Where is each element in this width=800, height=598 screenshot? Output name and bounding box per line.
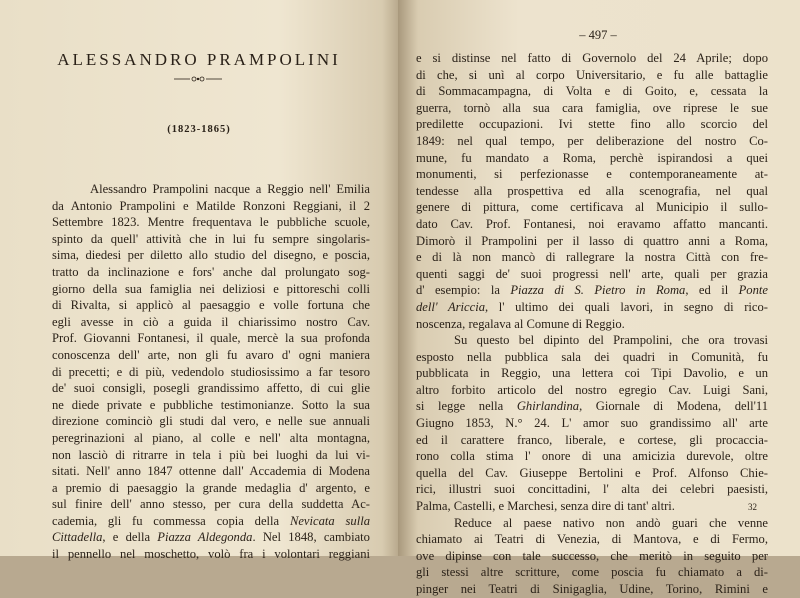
text-line: Giugno 1853, N.° 24. L' amor suo grandissimo all' arte	[416, 416, 768, 431]
text-line: e si distinse nel fatto di Governolo del 24 Aprile; dopo	[416, 51, 768, 65]
text-line: quella del Cav. Giuseppe Bertolini e Prof. Alfonso Chie-	[416, 465, 768, 480]
text-line: di precetti; e di più, vedendolo studiosissimo a far tesoro	[52, 364, 370, 379]
text-line: pinger nei Teatri di Sinigaglia, Udine, Torino, Rimini e	[416, 582, 768, 596]
text-line: rono colla stima l' onore di una amicizia durevole, oltre	[416, 449, 768, 464]
text-line: de' suoi consigli, posegli grandissimo affetto, di cui glie	[52, 381, 370, 396]
text-line: di Rivalta, si applicò al paesaggio e volle fortuna che	[52, 298, 370, 313]
left-body-text	[52, 181, 370, 563]
text-line: chiamato ai Teatri di Venezia, di Mantova, e di Fermo,	[416, 532, 768, 547]
text-line: dell' Ariccia, l' ultimo dei quali lavori, in segno di rico-	[416, 299, 768, 314]
text-line: tratto da inclinazione e fors' anche dal prolungato sog-	[52, 264, 370, 279]
life-dates: (1823-1865)	[167, 124, 231, 135]
text-line: Alessandro Prampolini nacque a Reggio nell' Emilia	[90, 182, 370, 196]
text-line: ed il carattere franco, liberale, e cortese, gli procaccia-	[416, 432, 768, 447]
text-line: di che, si unì al corpo Universitario, e fu alle battaglie	[416, 67, 768, 82]
text-line: quenti saggi de' suoi progressi nell' arte, quali per grazia	[416, 266, 768, 281]
text-line: mune, fu mandato a Roma, perchè ispirandosi a quei	[416, 150, 768, 165]
text-line: Palma, Castelli, e Marchesi, senza dire di tant' altri.	[416, 499, 675, 514]
text-line: il pennello nel moschetto, volò fra i volontari reggiani	[52, 547, 370, 562]
page-number: – 497 –	[579, 28, 617, 42]
text-line: Dimorò il Prampolini per il lasso di quattro anni a Roma,	[416, 233, 768, 248]
ornament-divider	[172, 74, 224, 84]
right-page	[398, 0, 800, 596]
page-title: ALESSANDRO PRAMPOLINI	[57, 50, 341, 69]
text-line: Prof. Giovanni Fontanesi, il quale, mercè la sua profonda	[52, 331, 370, 346]
right-body-text	[416, 50, 768, 598]
text-line: noscenza, regalava al Comune di Reggio.	[416, 316, 625, 331]
text-line: Su questo bel dipinto del Prampolini, che ora trovasi	[454, 333, 768, 348]
text-line: egli avesse in ciò a guida il chiarissimo nostro Cav.	[52, 314, 370, 329]
text-line: e di là non mancò di rallegrare la nostra Città con fre-	[416, 250, 768, 265]
text-line: guerra, tornò alla sua cara famiglia, ove riprese le sue	[416, 100, 768, 115]
text-line: 1849: nel qual tempo, per deliberazione del nostro Co-	[416, 133, 768, 148]
text-line: a premio di paesaggio la grande medaglia d' argento, e	[52, 480, 370, 495]
text-line: altro forbito articolo del nostro egregio Cav. Luigi Sani,	[416, 382, 768, 397]
text-line: predilette occupazioni. Ivi stette fino allo scorcio del	[416, 117, 768, 132]
text-line: non lasciò di ritrarre in tela i più bei luoghi da lui vi-	[52, 447, 370, 462]
text-line: Cittadella, e della Piazza Aldegonda. Nel 1848, cambiato	[52, 530, 370, 545]
text-line: Settembre 1823. Mentre frequentava le pubbliche scuole,	[52, 215, 370, 230]
text-line: rici, illustri suoi concittadini, l' alta dei celebri paesisti,	[416, 482, 768, 497]
text-line: sul finire dell' anno stesso, per cura della suddetta Ac-	[52, 497, 370, 512]
text-line: si legge nella Ghirlandina, Giornale di Modena, dell'11	[416, 399, 769, 414]
text-line: ove dipinse con tale successo, che meritò in seguito per	[416, 548, 768, 563]
text-line: dato Cav. Prof. Fontanesi, noi eravamo affatto mancanti.	[416, 216, 768, 231]
text-line: spinto da quell' attività che in lui fu sempre singolaris-	[52, 231, 370, 246]
text-line: gli stessi altre scritture, come poscia fu chiamato a di-	[416, 565, 768, 580]
text-line: esposto nella pubblica sala dei quadri in Comunità, fu	[416, 349, 768, 364]
signature-mark: 32	[748, 502, 757, 512]
text-line: sitati. Nell' anno 1847 ottenne dall' Accademia di Modena	[52, 464, 370, 479]
text-line: conoscenza dell' arte, non gli fu avaro d' ogni maniera	[52, 347, 370, 362]
text-line: ne diede private e pubbliche testimonianze. Sotto la sua	[52, 397, 370, 412]
text-line: sima, diedesi per diletto allo studio del disegno, e poscia,	[52, 248, 370, 263]
text-line: pubblicata in Reggio, una lettera coi Tipi Davolio, e un	[416, 366, 768, 381]
text-line: cademia, gli fu commessa copia della Nevicata sulla	[52, 513, 370, 528]
text-line: Reduce al paese nativo non andò guari che venne	[454, 515, 768, 530]
text-line: monumenti, si perfezionasse e contemporaneamente at-	[416, 167, 768, 182]
left-page	[0, 0, 398, 562]
text-line: d' esempio: la Piazza di S. Pietro in Roma, ed il Ponte	[416, 283, 768, 298]
text-line: da Antonio Prampolini e Matilde Ronzoni Reggiani, il 2	[52, 198, 370, 213]
text-line: genere di pittura, come certificava al Municipio il sullo-	[416, 200, 768, 215]
text-line: tendesse alla prospettiva ed alla scenografia, nel qual	[416, 183, 768, 198]
text-line: giorno della sua famiglia nei deliziosi e pittoreschi colli	[52, 281, 370, 296]
text-line: di Sommacampagna, di Volta e di Goito, e, cessata la	[416, 84, 768, 99]
text-line: direzione cominciò gli studi dal vero, e nelle sue annuali	[52, 414, 370, 429]
text-line: peregrinazioni al piano, al colle e nell' alta montagna,	[52, 430, 370, 445]
